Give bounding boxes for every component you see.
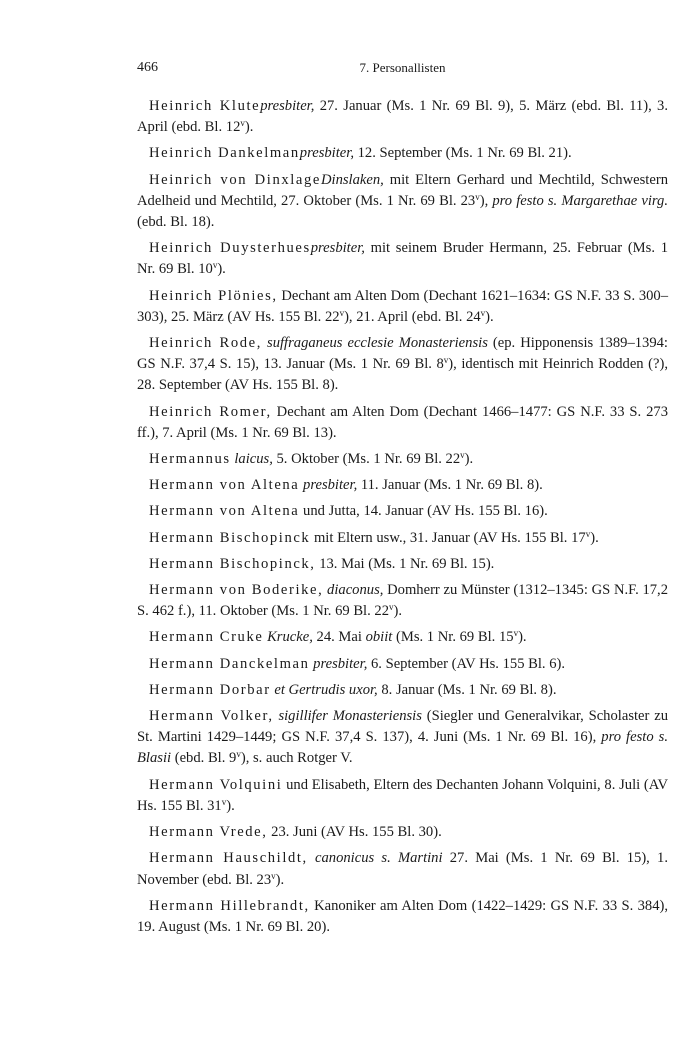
entry-text: ). bbox=[485, 308, 494, 325]
entry-text: (ebd. Bl. 9 bbox=[171, 750, 237, 767]
entry-text: 13. Mai (Ms. 1 Nr. 69 Bl. 15). bbox=[315, 555, 495, 572]
entry-name: Heinrich Duysterhues bbox=[149, 240, 311, 257]
latin-term: et Gertrudis uxor, bbox=[274, 681, 378, 698]
folio-verso-mark: v bbox=[271, 870, 276, 881]
latin-term: presbiter, bbox=[260, 98, 315, 114]
entry-text: ). bbox=[393, 603, 403, 620]
entry-text: ). bbox=[590, 529, 599, 546]
folio-verso-mark: v bbox=[240, 118, 245, 129]
entry-text: 27. Mai (Ms. 1 Nr. 69 Bl. 15), 1. November (ebd. Bl. 23 bbox=[137, 850, 668, 888]
register-entry bbox=[137, 143, 668, 164]
register-entry bbox=[137, 775, 668, 817]
register-entry bbox=[137, 449, 668, 470]
entry-name: Hermann Cruke bbox=[149, 629, 264, 646]
entry-text: (Siegler und Generalvikar, Scholaster zu St. Martini 1429–1449; GS N.F. 37,4 S. 137), 4. Juni (Ms. 1 Nr. 69 Bl. 16), bbox=[137, 708, 668, 746]
entry-text: ). bbox=[275, 871, 285, 888]
folio-verso-mark: v bbox=[460, 450, 465, 461]
entry-name: Hermann Hillebrandt, bbox=[149, 897, 310, 914]
entry-text: mit Eltern usw., 31. Januar (AV Hs. 155 Bl. 17 bbox=[310, 529, 586, 546]
latin-term: diaconus, bbox=[327, 582, 384, 599]
entry-text: 24. Mai bbox=[312, 629, 366, 646]
running-title: 7. Personallisten bbox=[359, 60, 446, 75]
folio-verso-mark: v bbox=[513, 628, 519, 639]
entry-text: Dechant am Alten Dom (Dechant 1621–1634: GS N.F. 33 S. 300–303), 25. März (AV Hs. 155 Bl. 22 bbox=[137, 287, 669, 325]
entry-text: Domherr zu Münster (1312–1345: GS N.F. 17,2 S. 462 f.), 11. Oktober (Ms. 1 Nr. 69 Bl. 22 bbox=[137, 582, 668, 620]
entry-name: Hermannus bbox=[149, 451, 231, 468]
entry-text: Kanoniker am Alten Dom (1422–1429: GS N.F. 33 S. 384), 19. August (Ms. 1 Nr. 69 Bl. 20). bbox=[137, 897, 669, 935]
entry-list bbox=[137, 96, 668, 943]
entry-text: 11. Januar (Ms. 1 Nr. 69 Bl. 8). bbox=[357, 477, 543, 494]
register-entry bbox=[137, 501, 668, 522]
entry-name: Heinrich Plönies, bbox=[149, 287, 278, 304]
latin-term: presbiter, bbox=[299, 145, 354, 162]
latin-term: presbiter, bbox=[310, 240, 365, 257]
latin-term: presbiter, bbox=[313, 655, 368, 672]
register-entry bbox=[137, 402, 668, 444]
register-entry bbox=[137, 96, 668, 138]
register-entry bbox=[137, 654, 668, 675]
folio-verso-mark: v bbox=[585, 528, 591, 539]
entry-text: mit Eltern Gerhard und Mechtild, Schwestern Adelheid und Mechtild, 27. Oktober (Ms. 1 Nr. 69 Bl. 23 bbox=[137, 171, 668, 209]
entry-text: 23. Juni (AV Hs. 155 Bl. 30). bbox=[267, 824, 442, 841]
entry-name: Hermann von Boderike, bbox=[149, 582, 324, 599]
register-entry bbox=[137, 580, 668, 622]
latin-term: Krucke, bbox=[267, 629, 313, 646]
entry-name: Hermann Volquini bbox=[149, 776, 283, 793]
entry-text: ). bbox=[244, 119, 254, 136]
folio-verso-mark: v bbox=[389, 602, 394, 613]
folio-verso-mark: v bbox=[339, 307, 345, 318]
register-entry bbox=[137, 238, 668, 280]
entry-name: Heinrich Rode, bbox=[149, 335, 262, 352]
entry-name: Hermann von Altena bbox=[149, 503, 300, 520]
entry-text: ), s. auch Rotger V. bbox=[240, 750, 353, 767]
entry-text: 27. Januar (Ms. 1 Nr. 69 Bl. 9), 5. März (ebd. Bl. 11), 3. April (ebd. Bl. 12 bbox=[137, 98, 668, 136]
entry-text: und Jutta, 14. Januar (AV Hs. 155 Bl. 16). bbox=[299, 503, 548, 520]
latin-term: laicus, bbox=[234, 451, 273, 468]
register-entry bbox=[137, 896, 668, 938]
latin-term: pro festo s. Blasii bbox=[137, 729, 668, 767]
folio-verso-mark: v bbox=[475, 191, 480, 202]
entry-text: und Elisabeth, Eltern des Dechanten Johann Volquini, 8. Juli (AV Hs. 155 Bl. 31 bbox=[137, 776, 668, 814]
latin-term: canonicus s. Martini bbox=[315, 850, 443, 867]
latin-term: pro festo s. Margarethae virg. bbox=[492, 192, 668, 209]
latin-term: obiit bbox=[365, 629, 393, 646]
entry-name: Hermann Volker, bbox=[149, 708, 274, 725]
entry-text: 8. Januar (Ms. 1 Nr. 69 Bl. 8). bbox=[377, 681, 557, 698]
entry-text: 12. September (Ms. 1 Nr. 69 Bl. 21). bbox=[353, 145, 572, 162]
entry-text: ). bbox=[226, 797, 235, 814]
entry-name: Hermann Danckelman bbox=[149, 655, 310, 672]
entry-text: ). bbox=[464, 451, 474, 468]
register-entry bbox=[137, 706, 668, 770]
entry-text: Dechant am Alten Dom (Dechant 1466–1477: GS N.F. 33 S. 273 ff.), 7. April (Ms. 1 Nr. 69 Bl. 13). bbox=[137, 403, 668, 441]
entry-name: Hermann Bischopinck, bbox=[149, 555, 316, 572]
folio-verso-mark: v bbox=[443, 355, 449, 366]
register-entry bbox=[137, 554, 668, 575]
entry-text: (ep. Hipponensis 1389–1394: GS N.F. 37,4 S. 15), 13. Januar (Ms. 1 Nr. 69 Bl. 8 bbox=[137, 335, 668, 373]
entry-name: Heinrich von Dinxlage bbox=[149, 171, 321, 188]
entry-text: ), 21. April (ebd. Bl. 24 bbox=[344, 308, 481, 325]
folio-verso-mark: v bbox=[221, 796, 227, 807]
entry-text: (Ms. 1 Nr. 69 Bl. 15 bbox=[392, 629, 514, 646]
entry-name: Hermann von Altena bbox=[149, 477, 300, 494]
entry-text: 6. September (AV Hs. 155 Bl. 6). bbox=[367, 655, 566, 672]
register-entry bbox=[137, 170, 668, 234]
entry-text: ). bbox=[217, 261, 226, 278]
register-entry bbox=[137, 333, 668, 397]
latin-term: Dinslaken, bbox=[320, 171, 384, 188]
entry-text: mit seinem Bruder Hermann, 25. Februar (Ms. 1 Nr. 69 Bl. 10 bbox=[137, 240, 668, 278]
register-entry bbox=[137, 475, 668, 496]
register-entry bbox=[137, 848, 668, 890]
register-entry bbox=[137, 528, 668, 549]
latin-term: suffraganeus ecclesie Monasteriensis bbox=[267, 335, 488, 352]
latin-term: sigillifer Monasteriensis bbox=[278, 708, 422, 725]
register-entry bbox=[137, 822, 668, 843]
entry-name: Hermann Bischopinck bbox=[149, 529, 311, 546]
register-entry bbox=[137, 680, 668, 701]
register-entry bbox=[137, 286, 668, 328]
latin-term: presbiter, bbox=[303, 477, 358, 494]
folio-verso-mark: v bbox=[480, 307, 486, 318]
register-entry bbox=[137, 627, 668, 648]
page-header bbox=[137, 60, 668, 80]
entry-name: Hermann Dorbar bbox=[149, 681, 271, 698]
folio-verso-mark: v bbox=[236, 749, 241, 760]
entry-text: 5. Oktober (Ms. 1 Nr. 69 Bl. 22 bbox=[272, 451, 461, 468]
entry-name: Heinrich Klute bbox=[149, 98, 261, 114]
entry-name: Heinrich Romer, bbox=[149, 403, 272, 420]
entry-text: ), bbox=[479, 192, 493, 209]
entry-name: Hermann Vrede, bbox=[149, 824, 268, 841]
entry-text bbox=[308, 850, 315, 866]
entry-name: Heinrich Dankelman bbox=[149, 145, 300, 162]
entry-text: (ebd. Bl. 18). bbox=[137, 214, 215, 231]
entry-text: ). bbox=[518, 629, 527, 646]
entry-text: ), identisch mit Heinrich Rodden (?), 28. September (AV Hs. 155 Bl. 8). bbox=[137, 356, 668, 394]
folio-verso-mark: v bbox=[212, 260, 218, 271]
entry-name: Hermann Hauschildt, bbox=[149, 850, 308, 867]
page-number: 466 bbox=[137, 60, 158, 75]
